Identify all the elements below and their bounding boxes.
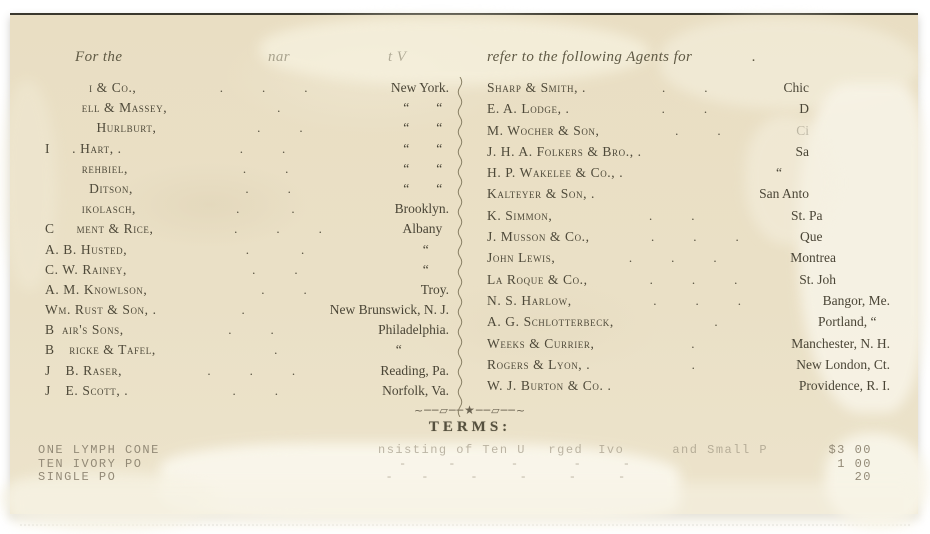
agent-location: Albany bbox=[402, 221, 449, 237]
agent-row bbox=[487, 144, 915, 165]
agent-row bbox=[487, 378, 915, 399]
leader-dots: . . . bbox=[207, 362, 296, 378]
agent-name: C ment & Rice, bbox=[45, 221, 154, 237]
agent-row bbox=[487, 208, 915, 229]
agent-row bbox=[45, 181, 455, 201]
agent-name: i & Co., bbox=[45, 80, 137, 95]
terms-row bbox=[38, 457, 872, 471]
agent-name: John Lewis, bbox=[487, 250, 556, 266]
agent-location: Chic bbox=[783, 80, 890, 95]
agent-location: Norfolk, Va. bbox=[382, 382, 449, 398]
leader-dots: . . bbox=[662, 80, 708, 95]
agent-row bbox=[45, 242, 455, 262]
agent-row bbox=[487, 314, 915, 335]
terms-row bbox=[38, 470, 872, 484]
agent-location: Que bbox=[800, 229, 890, 245]
agent-location: “ “ bbox=[403, 140, 449, 156]
agent-row bbox=[45, 342, 455, 362]
agent-row bbox=[487, 229, 915, 250]
agent-name: Kalteyer & Son, . bbox=[487, 186, 595, 202]
agent-row bbox=[45, 363, 455, 383]
agent-row bbox=[487, 186, 915, 207]
agent-location: Brooklyn. bbox=[394, 201, 449, 217]
terms-middle: - - - - - - bbox=[378, 470, 627, 484]
leader-dots: . . . bbox=[653, 292, 742, 308]
agent-row bbox=[487, 293, 915, 314]
agent-location: “ bbox=[422, 261, 449, 277]
agent-row bbox=[487, 123, 915, 144]
agent-name: B ricke & Tafel, bbox=[45, 342, 156, 358]
agent-name: J. Musson & Co., bbox=[487, 229, 590, 245]
terms-price: 20 bbox=[854, 470, 872, 484]
agent-location: St. Joh bbox=[799, 271, 890, 287]
leader-dots: . . bbox=[242, 160, 289, 176]
agent-row bbox=[45, 262, 455, 282]
agent-row bbox=[487, 165, 915, 186]
ornament-right: ──▱──~ bbox=[475, 404, 527, 417]
ornament-left: ~──▱── bbox=[413, 404, 465, 417]
leader-dots: . bbox=[277, 100, 294, 116]
agent-location: Philadelphia. bbox=[378, 322, 449, 338]
leader-dots: . . bbox=[252, 261, 298, 277]
agent-location: Providence, R. I. bbox=[798, 378, 890, 394]
leader-dots: . . bbox=[675, 122, 721, 138]
agent-row bbox=[45, 322, 455, 342]
terms-middle: nsisting of Ten U rged Ivo and Small P bbox=[378, 443, 769, 457]
card-content bbox=[10, 15, 918, 514]
terms-item: ONE LYMPH CONE bbox=[38, 443, 160, 457]
leader-dots: . bbox=[241, 302, 245, 318]
agent-location: Bangor, Me. bbox=[822, 292, 890, 308]
leader-dots: . bbox=[691, 356, 695, 372]
agent-name: B air's Sons, bbox=[45, 322, 124, 338]
agent-row bbox=[45, 80, 455, 100]
agent-row bbox=[45, 100, 455, 120]
agent-name: Wm. Rust & Son, . bbox=[45, 302, 157, 318]
agent-location: San Anto bbox=[759, 186, 890, 202]
agent-name: J B. Raser, bbox=[45, 362, 123, 378]
agent-row bbox=[45, 302, 455, 322]
terms-row bbox=[38, 443, 872, 457]
terms-rows bbox=[38, 443, 872, 484]
terms-middle: - - - - - bbox=[378, 456, 632, 471]
agent-name: E. A. Lodge, . bbox=[487, 101, 570, 117]
agent-row bbox=[45, 201, 455, 221]
agent-location: “ “ bbox=[403, 120, 449, 136]
agent-name: ikolasch, bbox=[45, 201, 137, 217]
leader-dots: . bbox=[714, 314, 718, 330]
agent-row bbox=[487, 272, 915, 293]
agent-name: Ditson, bbox=[45, 180, 133, 196]
agent-location: Reading, Pa. bbox=[380, 362, 449, 378]
terms-heading: TERMS: bbox=[428, 419, 512, 435]
agent-row bbox=[487, 101, 915, 122]
leader-dots: . . bbox=[257, 120, 303, 136]
agent-name: K. Simmon, bbox=[487, 207, 553, 223]
agent-name: Sharp & Smith, . bbox=[487, 80, 586, 95]
agent-location: “ “ bbox=[403, 100, 449, 116]
agent-name: I . Hart, . bbox=[45, 140, 122, 156]
agent-name: rehbiel, bbox=[45, 160, 128, 176]
agent-location: “ “ bbox=[403, 180, 449, 196]
agent-location: Portland, “ bbox=[818, 314, 890, 330]
agents-column-right bbox=[487, 80, 915, 399]
leader-dots: . . bbox=[245, 241, 305, 257]
leader-dots: . . bbox=[661, 101, 708, 117]
agent-row bbox=[45, 120, 455, 140]
agent-location: New Brunswick, N. J. bbox=[329, 302, 449, 318]
agent-name: Hurlburt, bbox=[45, 120, 157, 136]
agent-row bbox=[45, 161, 455, 181]
leader-dots: . . . bbox=[234, 221, 322, 237]
agent-location: “ bbox=[395, 342, 449, 358]
leader-dots: . . bbox=[239, 140, 286, 156]
agent-row bbox=[487, 80, 915, 101]
agent-location: “ “ bbox=[403, 160, 449, 176]
agent-name: M. Wocher & Son, bbox=[487, 122, 600, 138]
agent-location: D bbox=[799, 101, 890, 117]
agent-name: A. B. Husted, bbox=[45, 241, 128, 257]
agent-row bbox=[45, 221, 455, 241]
terms-price: $3 00 bbox=[828, 443, 872, 457]
trade-card bbox=[10, 13, 918, 514]
agent-name: Rogers & Lyon, . bbox=[487, 356, 591, 372]
agent-name: W. J. Burton & Co. . bbox=[487, 378, 612, 394]
agent-location: New London, Ct. bbox=[796, 356, 890, 372]
agent-name: C. W. Rainey, bbox=[45, 261, 127, 277]
agent-name: ell & Massey, bbox=[45, 100, 168, 116]
agent-row bbox=[487, 336, 915, 357]
agent-location: Sa bbox=[795, 143, 890, 159]
leader-dots: . bbox=[274, 342, 278, 358]
agent-location: St. Pa bbox=[790, 207, 890, 223]
header-fragment-left: For the bbox=[75, 49, 123, 65]
header-trailing-period: . bbox=[752, 49, 757, 65]
leader-dots: . . bbox=[232, 382, 278, 398]
leader-dots: . . bbox=[236, 201, 295, 217]
ornament-divider bbox=[330, 403, 610, 417]
terms-price: 1 00 bbox=[837, 456, 872, 471]
agent-location: Troy. bbox=[420, 281, 449, 297]
star-ornament-icon: ★ bbox=[464, 403, 476, 417]
agent-name: A. G. Schlotterbeck, bbox=[487, 314, 614, 330]
leader-dots: . . . bbox=[649, 271, 738, 287]
agent-location: “ bbox=[422, 241, 449, 257]
agent-row bbox=[45, 282, 455, 302]
agent-location: New York. bbox=[390, 80, 449, 95]
terms-item: SINGLE PO bbox=[38, 470, 117, 484]
agent-row bbox=[487, 250, 915, 271]
agent-row bbox=[487, 357, 915, 378]
leader-dots: . . bbox=[245, 180, 291, 196]
leader-dots: . . bbox=[648, 207, 695, 223]
leader-dots: . . . bbox=[628, 250, 717, 266]
leader-dots: . . bbox=[228, 322, 274, 338]
leader-dots: . . bbox=[261, 281, 307, 297]
header-fragment-faded-1: nar bbox=[268, 49, 291, 65]
agent-name: La Roque & Co., bbox=[487, 271, 588, 287]
header-fragment-right: refer to the following Agents for bbox=[487, 49, 693, 65]
leader-dots: . . . bbox=[219, 80, 308, 95]
agent-location: “ bbox=[776, 165, 890, 181]
agent-name: H. P. Wakelee & Co., . bbox=[487, 165, 624, 181]
agent-location: Manchester, N. H. bbox=[791, 335, 890, 351]
agent-name: Weeks & Currier, bbox=[487, 335, 595, 351]
agent-row bbox=[45, 141, 455, 161]
agent-location: Montrea bbox=[790, 250, 890, 266]
wavy-column-divider bbox=[455, 77, 465, 417]
agent-name: J E. Scott, . bbox=[45, 382, 129, 398]
agents-column-left bbox=[45, 80, 455, 403]
terms-item: TEN IVORY PO bbox=[38, 456, 143, 471]
agent-name: A. M. Knowlson, bbox=[45, 281, 148, 297]
header-fragment-faded-2: t V bbox=[388, 49, 407, 65]
leader-dots: . . . bbox=[650, 229, 739, 245]
leader-dots: . bbox=[691, 335, 695, 351]
agent-name: N. S. Harlow, bbox=[487, 292, 572, 308]
agent-row bbox=[45, 383, 455, 403]
agent-location: Ci bbox=[796, 122, 890, 138]
agent-name: J. H. A. Folkers & Bro., . bbox=[487, 143, 642, 159]
